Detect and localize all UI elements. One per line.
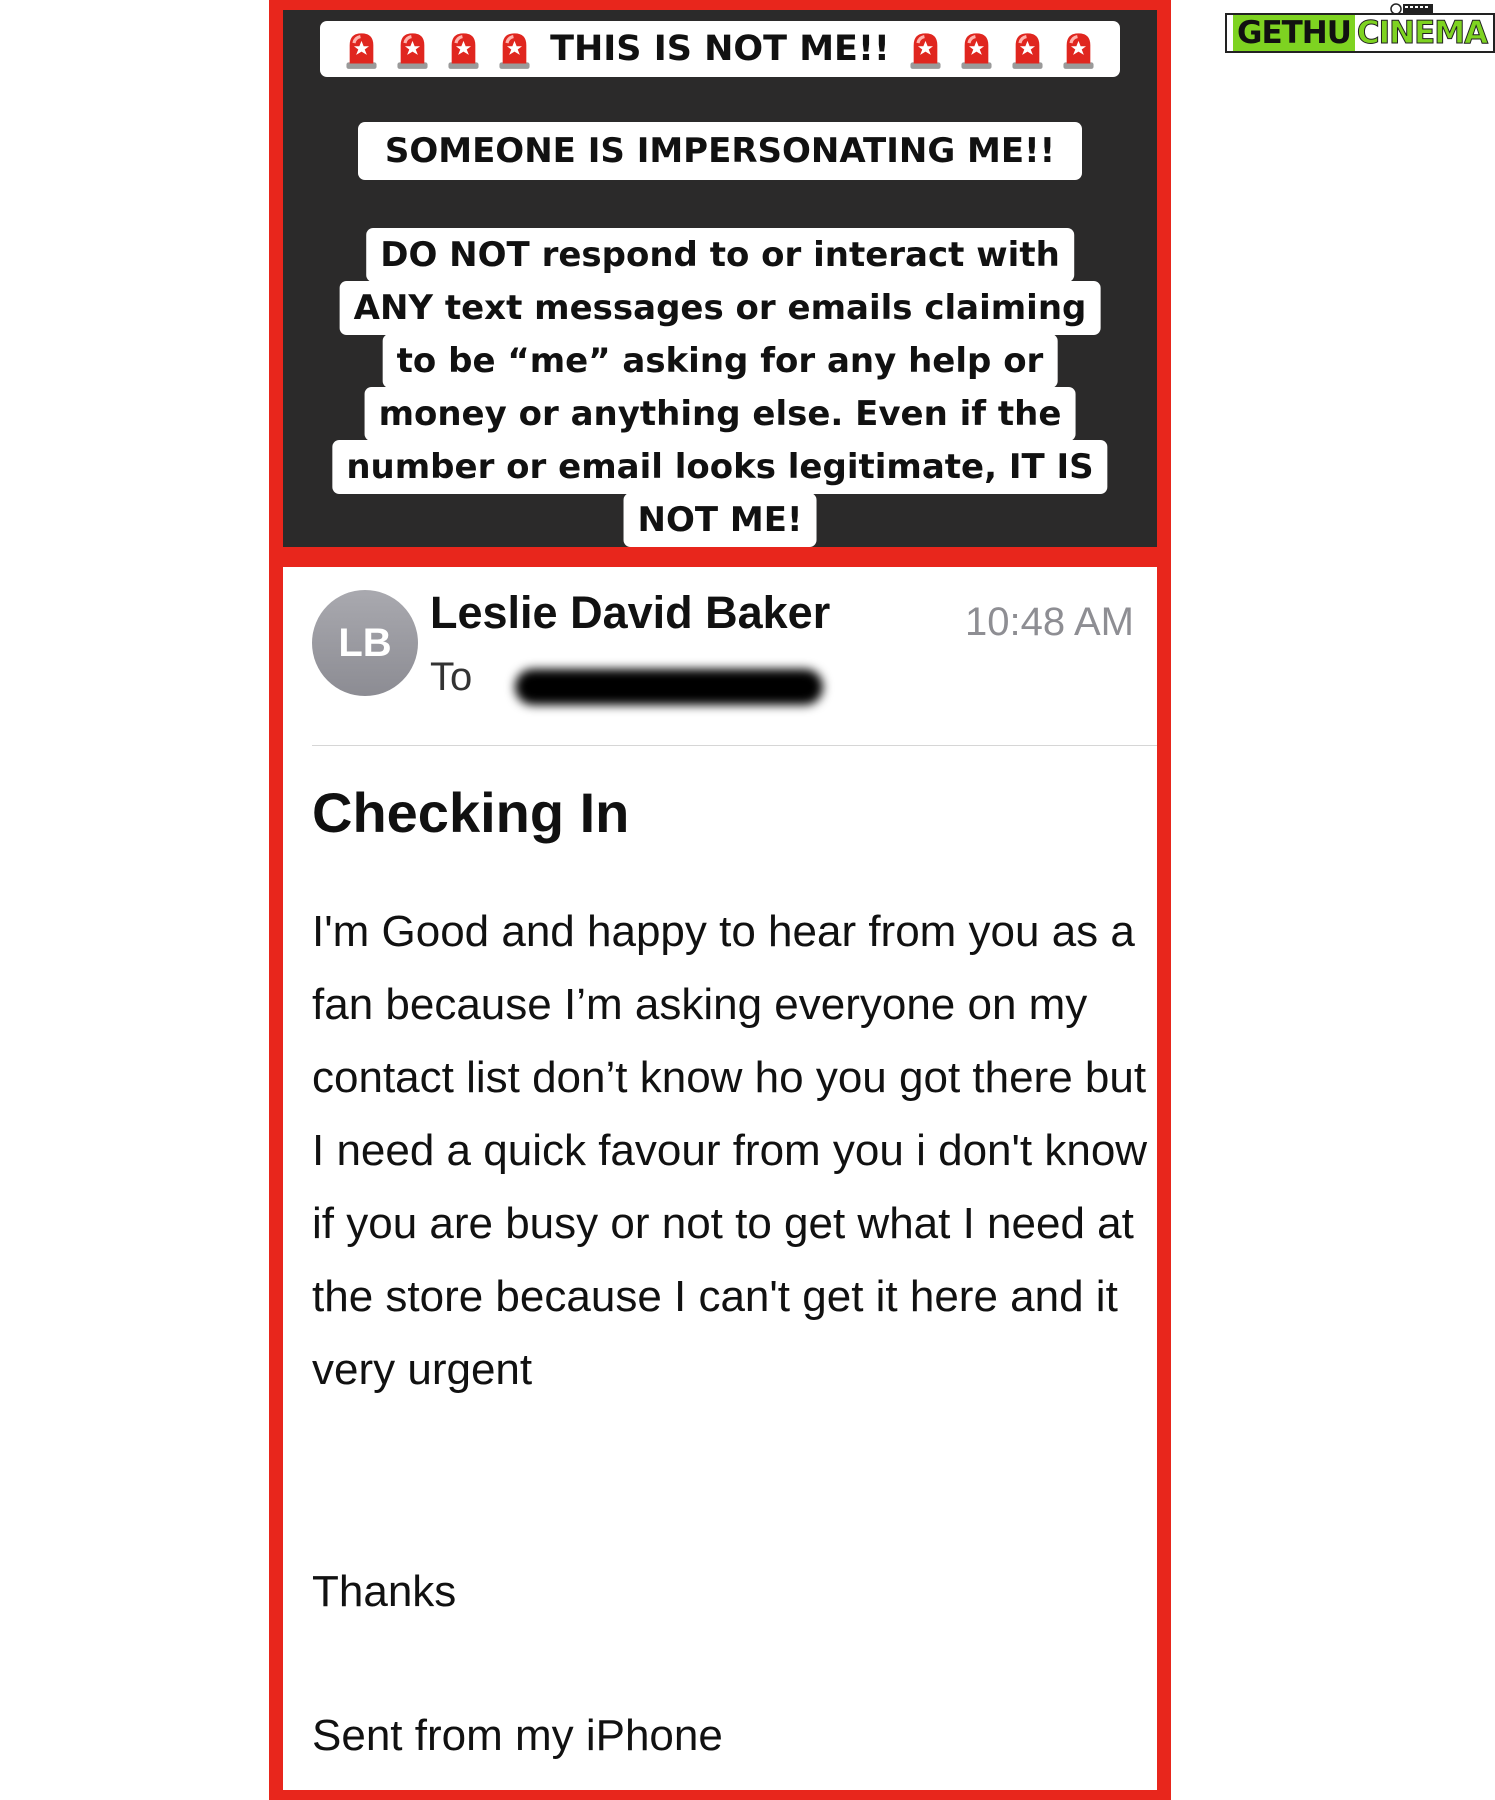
police-light-icon — [1006, 28, 1049, 71]
logo-text-part2: CINEMA — [1356, 15, 1488, 51]
police-light-icon — [1057, 28, 1100, 71]
logo-box — [1225, 13, 1495, 53]
notice-line: NOT ME! — [624, 493, 817, 547]
police-light-icon — [904, 28, 947, 71]
header-divider — [312, 745, 1157, 746]
red-frame — [269, 0, 1171, 1800]
police-light-icon — [955, 28, 998, 71]
police-light-icon — [493, 28, 536, 71]
logo-text-part1: GETHU — [1233, 15, 1355, 51]
siren-group-right — [904, 28, 1100, 71]
warning-panel — [283, 10, 1157, 547]
notice-line: to be “me” asking for any help or — [383, 334, 1058, 388]
sender-name[interactable]: Leslie David Baker — [430, 587, 831, 638]
police-light-icon — [442, 28, 485, 71]
email-body: I'm Good and happy to hear from you as a fan because I’m asking everyone on my contact list don’t know ho you got there but I need a quick favour from you i don't know if you are busy or not to get what I need at the store because I can't get it here and it very urgent — [312, 907, 1148, 1394]
to-label: To — [430, 655, 473, 699]
impersonation-subheading: SOMEONE IS IMPERSONATING ME!! — [358, 122, 1082, 180]
email-subject: Checking In — [312, 781, 630, 844]
email-closing: Thanks — [312, 1567, 457, 1616]
notice-line: ANY text messages or emails claiming — [340, 281, 1101, 335]
email-time: 10:48 AM — [965, 600, 1135, 644]
avatar[interactable]: LB — [312, 590, 418, 696]
email-screenshot — [283, 567, 1157, 1790]
notice-line: money or anything else. Even if the — [365, 387, 1076, 441]
police-light-icon — [391, 28, 434, 71]
email-signature: Sent from my iPhone — [312, 1711, 723, 1760]
banner-text: THIS IS NOT ME!! — [550, 29, 890, 69]
siren-group-left — [340, 28, 536, 71]
not-me-banner — [320, 21, 1120, 77]
redacted-recipient — [515, 669, 823, 705]
film-camera-icon — [1390, 2, 1434, 16]
watermark-logo — [1225, 8, 1488, 58]
notice-line: DO NOT respond to or interact with — [366, 228, 1074, 282]
police-light-icon — [340, 28, 383, 71]
notice-line: number or email looks legitimate, IT IS — [332, 440, 1107, 494]
